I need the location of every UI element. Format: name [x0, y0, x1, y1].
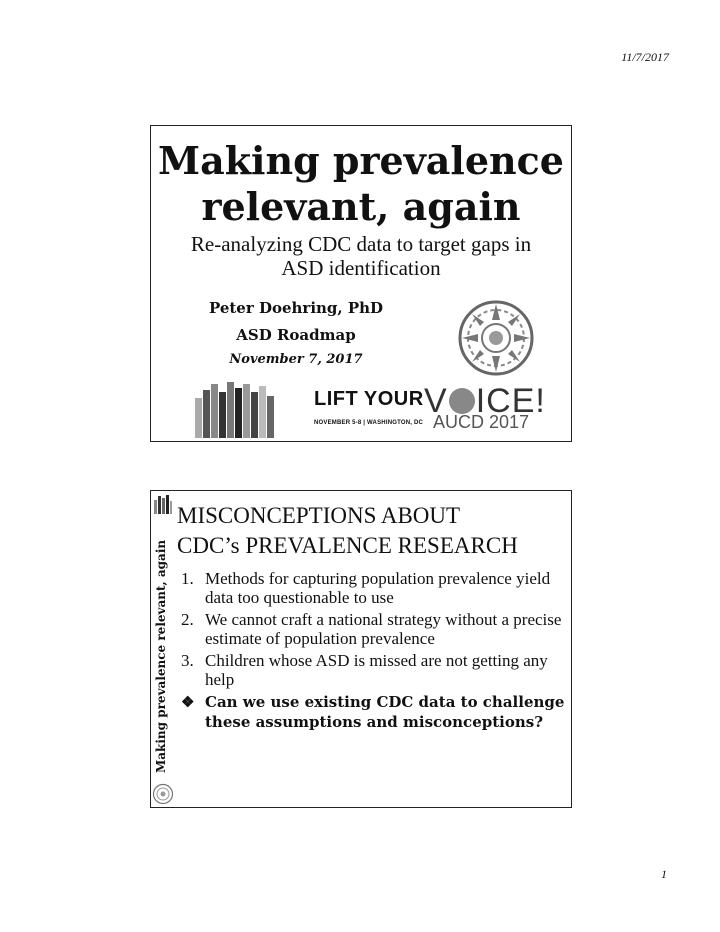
raised-hands-icon [153, 494, 173, 514]
misconceptions-slide [150, 490, 572, 808]
logo-voice-v: V [424, 382, 448, 420]
slide-subtitle-line: Re-analyzing CDC data to target gaps in [190, 232, 532, 256]
list-item [179, 610, 567, 648]
page-number: 1 [661, 867, 667, 881]
slide-subtitle [151, 232, 571, 280]
logo-lift-your: LIFT YOUR [314, 388, 424, 410]
logo-event-info: NOVEMBER 5-8 | WASHINGTON, DC [314, 420, 424, 426]
aucd-conference-logo [309, 384, 557, 436]
slide-title-line: relevant, again [201, 184, 521, 229]
sidebar-title: Making prevalence relevant, again [154, 539, 168, 773]
slide-subtitle-line: ASD identification [281, 256, 441, 280]
list-item-text: Methods for capturing population prevalence yield data too questionable to use [205, 569, 551, 607]
slide-sidebar [151, 491, 175, 807]
misconceptions-list [179, 569, 567, 735]
list-item [179, 651, 567, 689]
slide-title-line: CDC’s PREVALENCE RESEARCH [177, 533, 518, 558]
list-item-text: We cannot craft a national strategy without a precise estimate of population prevalence [205, 610, 562, 648]
presentation-date: November 7, 2017 [229, 352, 363, 367]
compass-rose-icon [456, 298, 536, 378]
slide-title [151, 138, 571, 230]
list-item-question [179, 692, 567, 732]
list-marker: 1. [181, 569, 194, 588]
diamond-bullet-icon: ❖ [181, 693, 195, 711]
page-date: 11/7/2017 [621, 50, 669, 64]
list-item [179, 569, 567, 607]
list-item-text: Can we use existing CDC data to challenge these assumptions and misconceptions? [205, 693, 565, 731]
globe-icon [449, 388, 475, 414]
slide-title-line: Making prevalence [158, 138, 564, 183]
list-marker: 2. [181, 610, 194, 629]
logo-aucd-year: AUCD 2017 [433, 412, 530, 432]
title-slide [150, 125, 572, 442]
slide-title-line: MISCONCEPTIONS ABOUT [177, 503, 461, 528]
author-organization: ASD Roadmap [236, 326, 356, 344]
author-name: Peter Doehring, PhD [208, 299, 384, 317]
list-marker: 3. [181, 651, 194, 670]
compass-rose-icon [152, 783, 174, 805]
list-item-text: Children whose ASD is missed are not getting any help [205, 651, 548, 689]
slide-title [177, 501, 567, 561]
logo-voice-rest: ICE! [475, 382, 546, 420]
raised-hands-icon [193, 380, 277, 438]
